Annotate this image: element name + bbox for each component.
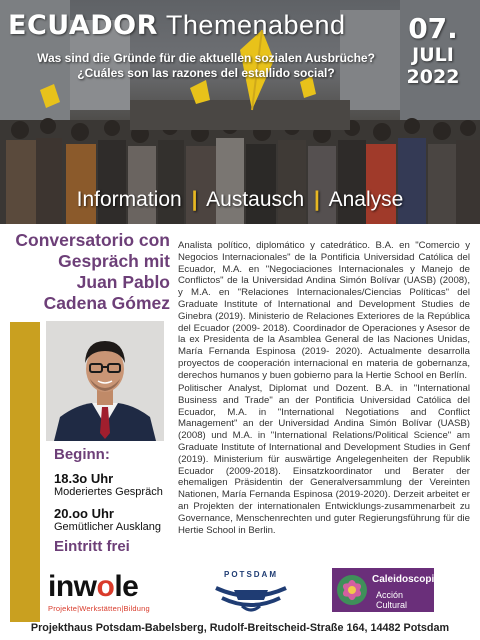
inwole-tagline: Projekte|Werkstätten|Bildung (48, 604, 150, 613)
speaker-headline (0, 230, 170, 314)
admission-text: Eintritt frei (54, 538, 130, 555)
title-country: ECUADOR (8, 10, 158, 41)
caleidoscopio-subtitle: Acción Cultural (376, 590, 408, 610)
schedule-time-2: 20.oo Uhr (54, 506, 114, 521)
inwole-logo (48, 572, 168, 622)
inwole-word-part: inw (48, 570, 97, 603)
subtitle-german: Was sind die Gründe für die aktuellen sozialen Ausbrüche? (37, 51, 375, 65)
headline-line: Gespräch mit (58, 251, 170, 271)
keywords-banner (0, 188, 480, 212)
inwole-wordmark (48, 572, 168, 602)
date-day: 07. (408, 12, 458, 45)
potsdam-wordmark: POTSDAM (224, 570, 278, 579)
date-month: JULI (412, 44, 454, 66)
gold-accent-bar (10, 322, 40, 622)
schedule-time-1: 18.3o Uhr (54, 471, 114, 486)
headline-line: Juan Pablo (76, 272, 170, 292)
keyword-information: Information (76, 188, 182, 211)
potsdam-logo (208, 570, 294, 616)
title-theme: Themenabend (165, 10, 346, 40)
schedule-block (54, 446, 174, 555)
caleidoscopio-name: Caleidoscopio (372, 574, 441, 585)
schedule-desc-1: Moderiertes Gespräch (54, 486, 163, 498)
schedule-desc-2: Gemütlicher Ausklang (54, 521, 161, 533)
portrait-illustration (46, 321, 164, 441)
keyword-analyse: Analyse (328, 188, 404, 211)
keyword-austausch: Austausch (206, 188, 305, 211)
subtitle-spanish: ¿Cuáles son las razones del estallido social? (77, 66, 335, 80)
bio-german: Politischer Analyst, Diplomat und Dozent. B.A. in "International Business and Trade" an der Pontificia Universidad Católica del Ecuador, M.A. in "International Negotiations and Conflict Management" an der Universidad Andina Simón Bolívar (UASB) (2008) und M.A. in "International Relations/Political Science" am Graduate Institute of International and Development Studies in Genf (2019). Ministerium für auswärtige Angelegenheiten der Republik Ecuador (2009-2018). Einsatzkoordinator und Berater der ehemaligen Präsidentin der Generalversammlung der Vereinten Nationen, María Fernanda Espinosa (2019-2020). Derzeit arbeitet er an Projekten der internationalen Entwicklungs-zusammenarbeit zu Governance, Menschenrechten und guter Regierungsführung für die Hertie School in Berlin. (178, 383, 470, 536)
caleidoscopio-logo (332, 568, 441, 612)
speaker-portrait (46, 321, 164, 441)
keyword-separator: | (314, 188, 320, 211)
event-date (394, 14, 472, 88)
schedule-heading: Beginn: (54, 446, 110, 463)
venue-address: Projekthaus Potsdam-Babelsberg, Rudolf-Breitscheid-Straße 164, 14482 Potsdam (30, 622, 450, 634)
headline-line: Cadena Gómez (43, 293, 170, 313)
event-title (8, 10, 346, 41)
inwole-word-o: o (96, 570, 115, 603)
keyword-separator: | (191, 188, 198, 211)
kaleidoscope-flower-icon (332, 568, 372, 612)
bio-spanish: Analista político, diplomático y catedrático. B.A. en "Comercio y Negocios Internacionales" de la Pontificia Universidad Católica del Ecuador, M.A. en "Negociaciones Internacionales y Manejo de Conflictos" de la Universidad Andina Simón Bolívar (UASB) (2008), y M.A. en "Relaciones Internacionales/Ciencias Políticas" del Graduate Institute of International and Development Studies de Ginebra (2019). Ministerio de Relaciones Exteriores de la República del Ecuador (2009- 2018). Coordinador de Operaciones y Asesor de la ex Presidenta de la Asamblea General de las Naciones Unidas, María Fernanda Espinosa (2019- 2020). Actualmente desarrolla proyectos de cooperación internacional en materia de gobernanza, derechos humanos y buen gobierno para la Hertie School en Berlín. (178, 240, 470, 381)
headline-line: Conversatorio con (15, 230, 170, 250)
date-year: 2022 (406, 66, 460, 88)
hero-photo (0, 0, 480, 224)
inwole-word-part: le (114, 570, 139, 603)
